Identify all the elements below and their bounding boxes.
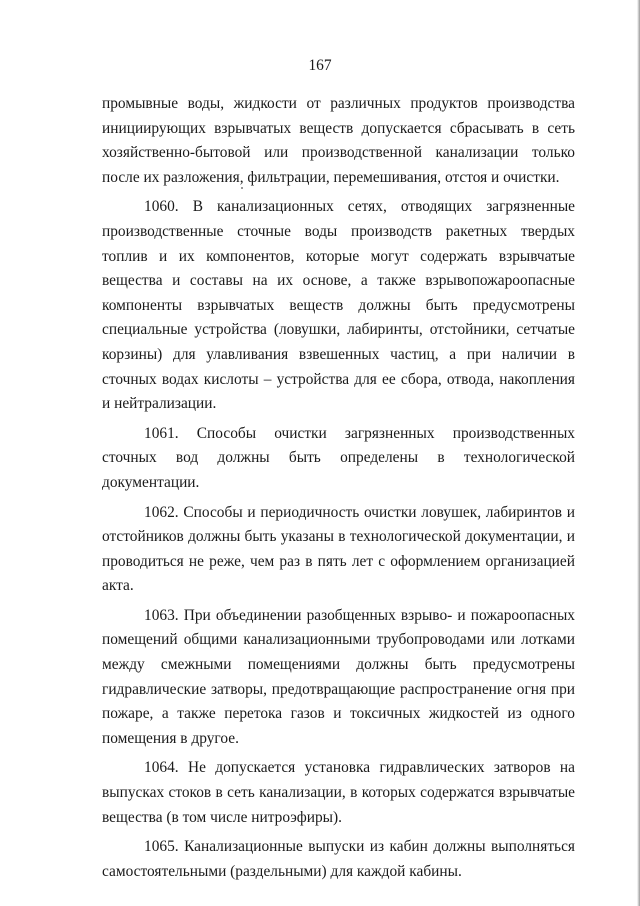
- paragraph-1063: [102, 604, 575, 752]
- paragraph-number: 1063.: [144, 606, 179, 624]
- paragraph-1061: [102, 422, 575, 496]
- paragraph-number: 1060.: [144, 198, 179, 216]
- paragraph-continuation: [102, 92, 575, 190]
- document-body: [102, 92, 575, 889]
- scan-artifact-dot: [241, 187, 243, 189]
- paragraph-1065: [102, 835, 575, 884]
- page-number: 167: [308, 57, 332, 74]
- paragraph-number: 1065.: [144, 838, 179, 856]
- paragraph-text: При объединении разобщенных взрыво- и пожароопасных помещений общими канализационными трубопроводами или лотками между смежными помещениями должны быть предусмотрены гидравлические затворы, предотвращающие распространение огня при пожаре, а также перетока газов и токсичных жидкостей из одного помещения в другое.: [102, 606, 575, 747]
- paragraph-text: промывные воды, жидкости от различных продуктов производства инициирующих взрывчатых веществ допускается сбрасывать в сеть хозяйственно-бытовой или производственной канализации только после их разложения, фильтрации, перемешивания, отстоя и очистки.: [102, 95, 575, 186]
- paragraph-text: Не допускается установка гидравлических затворов на выпусках стоков в сеть канализации, в которых содержатся взрывчатые вещества (в том числе нитроэфиры).: [102, 759, 575, 826]
- paragraph-text: Канализационные выпуски из кабин должны выполняться самостоятельными (раздельными) для каждой кабины.: [102, 838, 575, 880]
- paragraph-text: В канализационных сетях, отводящих загрязненные производственные сточные воды производств ракетных твердых топлив и их компонентов, которые могут содержать взрывчатые вещества и составы на их основе, а также взрывопожароопасные компоненты взрывчатых веществ должны быть предусмотрены специальные устройства (ловушки, лабиринты, отстойники, сетчатые корзины) для улавливания взвешенных частиц, а при наличии в сточных водах кислоты – устройства для ее сбора, отвода, накопления и нейтрализации.: [102, 198, 575, 413]
- paragraph-number: 1064.: [144, 759, 179, 777]
- paragraph-number: 1062.: [144, 503, 179, 521]
- paragraph-1064: [102, 756, 575, 830]
- paragraph-text: Способы очистки загрязненных производственных сточных вод должны быть определены в технологической документации.: [102, 424, 575, 491]
- paragraph-text: Способы и периодичность очистки ловушек, лабиринтов и отстойников должны быть указаны в технологической документации, и проводиться не реже, чем раз в пять лет с оформлением организацией акта.: [102, 503, 575, 595]
- paragraph-number: 1061.: [144, 424, 179, 442]
- paragraph-1062: [102, 501, 575, 599]
- paragraph-1060: [102, 195, 575, 416]
